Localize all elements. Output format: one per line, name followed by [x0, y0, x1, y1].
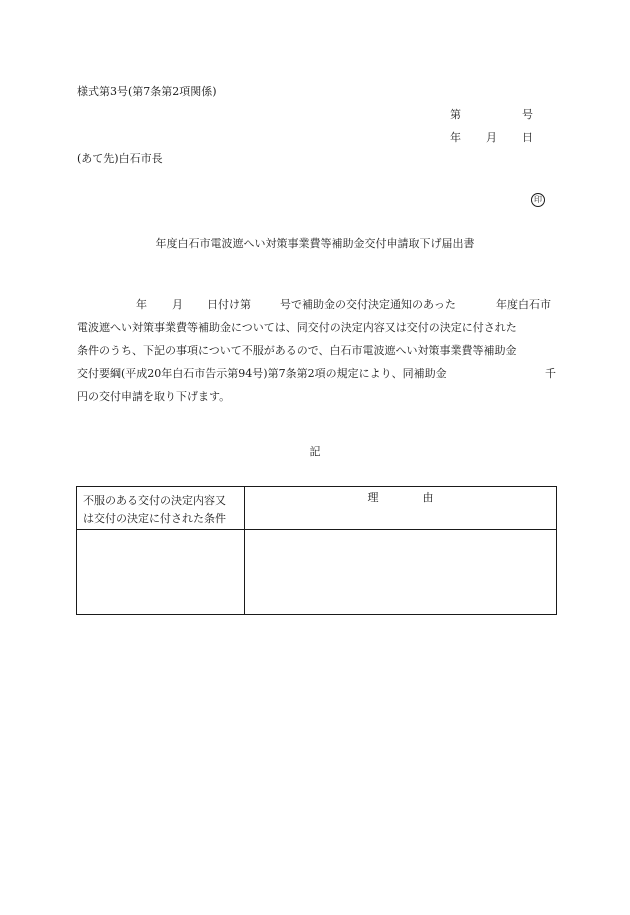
- header-conditions-line2: は交付の決定に付された条件: [83, 512, 226, 525]
- body-thousand-label: 千: [545, 367, 556, 380]
- table-body-row: [77, 530, 557, 615]
- record-table: [76, 486, 557, 615]
- ki-heading: 記: [309, 445, 321, 458]
- body-line-2: 電波遮へい対策事業費等補助金については、同交付の決定内容又は交付の決定に付された: [77, 321, 517, 334]
- date-day: 日: [522, 131, 533, 144]
- reason-entry-cell[interactable]: [245, 530, 557, 615]
- body-notice-text: 号で補助金の交付決定通知のあった: [280, 298, 456, 311]
- body-year-label: 年: [136, 298, 147, 311]
- body-month-label: 月: [172, 298, 183, 311]
- addressee: (あて先)白石市長: [77, 152, 163, 165]
- date-year: 年: [450, 131, 461, 144]
- body-line-3: 条件のうち、下記の事項について不服があるので、白石市電波遮へい対策事業費等補助金: [77, 344, 517, 357]
- document-number-go: 号: [522, 108, 533, 121]
- form-number: 様式第3号(第7条第2項関係): [77, 85, 217, 98]
- header-reason-label: 理 由: [367, 491, 434, 504]
- date-month: 月: [486, 131, 497, 144]
- header-cell-reason: [245, 487, 557, 530]
- document-title: 年度白石市電波遮へい対策事業費等補助金交付申請取下げ届出書: [155, 237, 475, 250]
- body-day-label: 日付け第: [207, 298, 251, 311]
- document-number-dai: 第: [450, 108, 461, 121]
- body-line-4: 交付要綱(平成20年白石市告示第94号)第7条第2項の規定により、同補助金: [77, 367, 447, 380]
- seal-icon: 印: [531, 193, 545, 207]
- header-conditions-line1: 不服のある交付の決定内容又: [83, 494, 226, 507]
- conditions-entry-cell[interactable]: [77, 530, 245, 615]
- body-line-5: 円の交付申請を取り下げます。: [77, 390, 231, 403]
- table-header-row: [77, 487, 557, 530]
- header-cell-conditions: [77, 487, 245, 530]
- body-fiscal-year-label: 年度白石市: [496, 298, 551, 311]
